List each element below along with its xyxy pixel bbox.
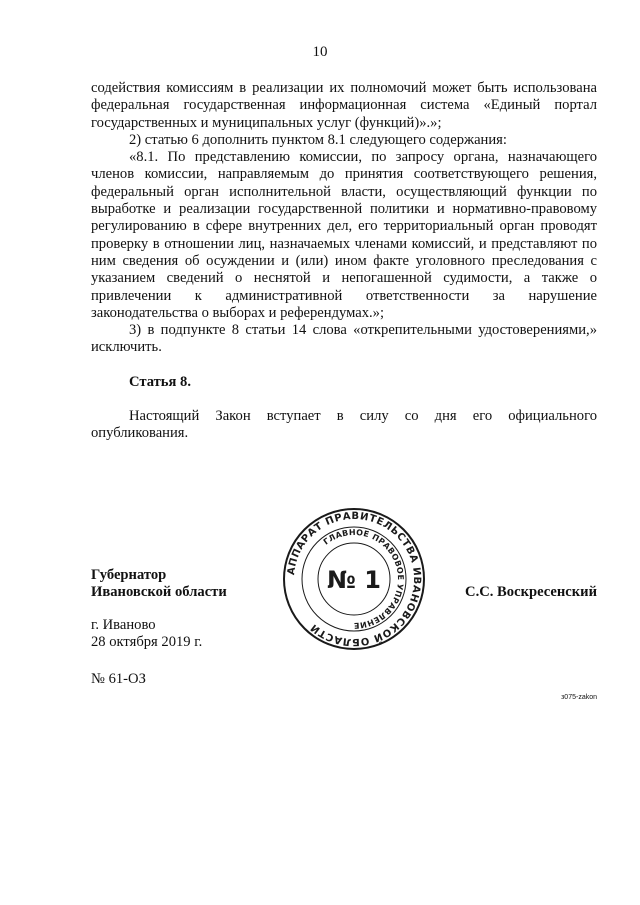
signature-title-line1: Губернатор xyxy=(91,567,167,583)
paragraph-item-3: 3) в подпункте 8 статьи 14 слова «открепительными удостоверениями,» исключить. xyxy=(91,322,597,356)
place-date-block xyxy=(91,617,202,652)
signature-name: С.С. Воскресенский xyxy=(465,584,597,600)
paragraph-item-8-1: «8.1. По представлению комиссии, по запросу органа, назначающего членов комиссии, направляемым до принятия соответствующего решения, федеральный орган исполнительной власти, осуществляющий функции по выработке и реализации государственной политики и нормативно-правовому регулированию в сфере внутренних дел, его территориальный орган проводят проверку в отношении лиц, назначаемых членами комиссий, и представляют по ним сведения об осуждении и (или) ином факте уголовного преследования с указанием сведений о неснятой и непогашенной судимости, а также о привлечении к административной ответственности за нарушение законодательства о выборах и референдумах.»; xyxy=(91,149,597,321)
seal-inner-text: ГЛАВНОЕ ПРАВОВОЕ УПРАВЛЕНИЕ xyxy=(321,527,406,631)
paragraph-item-2: 2) статью 6 дополнить пунктом 8.1 следующего содержания: xyxy=(129,131,507,148)
signature-title xyxy=(91,567,227,602)
paragraph-continuation: содействия комиссиям в реализации их полномочий может быть использована федеральная государственная информационная система «Единый портал государственных и муниципальных услуг (функций)».»; xyxy=(91,80,597,131)
signature-title-line2: Ивановской области xyxy=(91,584,227,601)
page-number: 10 xyxy=(312,44,328,60)
article-text: Настоящий Закон вступает в силу со дня его официального опубликования. xyxy=(91,408,597,442)
official-seal xyxy=(282,507,426,651)
place: г. Иваново xyxy=(91,617,156,633)
document-body xyxy=(91,80,597,443)
article-heading: Статья 8. xyxy=(129,373,191,390)
seal-number: № 1 xyxy=(327,566,381,594)
date: 28 октября 2019 г. xyxy=(91,634,203,651)
document-code: з075-zakon xyxy=(561,694,597,701)
law-number: № 61-ОЗ xyxy=(91,671,146,687)
seal-ring-text: АППАРАТ ПРАВИТЕЛЬСТВА ИВАНОВСКОЙ ОБЛАСТИ xyxy=(286,510,423,648)
